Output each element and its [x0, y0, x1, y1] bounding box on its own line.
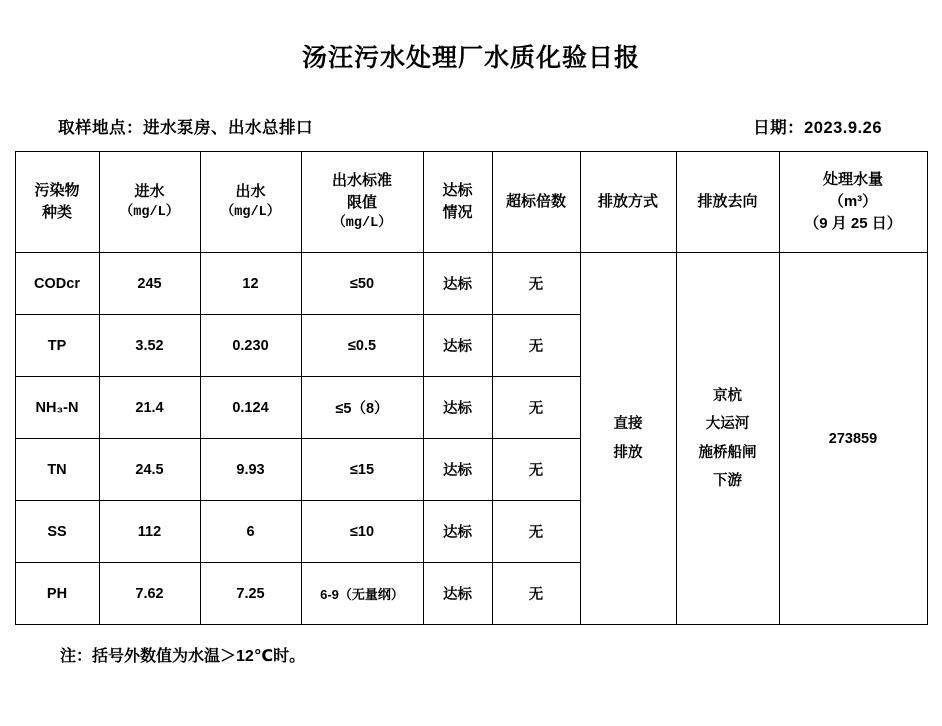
- header-compliance: [423, 152, 492, 253]
- header-influent: [99, 152, 200, 253]
- header-effluent-unit: （mg/L）: [220, 205, 281, 221]
- header-exceed: 超标倍数: [492, 152, 580, 253]
- cell-standard: 6-9（无量纲）: [301, 563, 423, 625]
- discharge-mode-line2: 排放: [613, 444, 643, 461]
- discharge-mode-line1: 直接: [613, 415, 643, 432]
- cell-discharge-destination: [676, 253, 779, 625]
- header-volume-line3: （9 月 25 日）: [804, 214, 902, 232]
- header-pollutant-line2: 种类: [41, 204, 72, 221]
- cell-influent: 245: [99, 253, 200, 315]
- cell-effluent: 7.25: [200, 563, 301, 625]
- header-pollutant: [15, 152, 99, 253]
- header-influent-unit: （mg/L）: [119, 205, 180, 221]
- header-standard: [301, 152, 423, 253]
- report-page: [0, 38, 942, 726]
- header-discharge-destination: 排放去向: [676, 152, 779, 253]
- cell-pollutant: NH₃-N: [15, 377, 99, 439]
- cell-exceed: 无: [492, 563, 580, 625]
- header-volume-line1: 处理水量: [822, 171, 883, 189]
- cell-pollutant: SS: [15, 501, 99, 563]
- cell-standard: ≤0.5: [301, 315, 423, 377]
- cell-pollutant: PH: [15, 563, 99, 625]
- cell-compliance: 达标: [423, 501, 492, 563]
- cell-exceed: 无: [492, 501, 580, 563]
- water-quality-table: [15, 151, 928, 625]
- discharge-dest-line2: 大运河: [705, 416, 750, 433]
- discharge-dest-line1: 京杭: [713, 387, 742, 404]
- header-compliance-line2: 情况: [442, 204, 473, 221]
- cell-compliance: 达标: [423, 315, 492, 377]
- header-pollutant-line1: 污染物: [34, 182, 80, 200]
- header-standard-line2: 限值: [346, 194, 377, 212]
- cell-influent: 7.62: [99, 563, 200, 625]
- cell-effluent: 6: [200, 501, 301, 563]
- cell-effluent: 0.230: [200, 315, 301, 377]
- cell-effluent: 0.124: [200, 377, 301, 439]
- cell-influent: 3.52: [99, 315, 200, 377]
- header-effluent: [200, 152, 301, 253]
- cell-standard: ≤50: [301, 253, 423, 315]
- header-discharge-mode: 排放方式: [580, 152, 676, 253]
- report-date: 日期：2023.9.26: [753, 119, 882, 137]
- footnote: 注：括号外数值为水温＞12℃时。: [60, 648, 306, 665]
- cell-compliance: 达标: [423, 253, 492, 315]
- cell-treated-volume: 273859: [779, 253, 927, 625]
- header-treated-volume: [779, 152, 927, 253]
- cell-pollutant: TP: [15, 315, 99, 377]
- cell-exceed: 无: [492, 439, 580, 501]
- cell-influent: 24.5: [99, 439, 200, 501]
- cell-compliance: 达标: [423, 439, 492, 501]
- cell-compliance: 达标: [423, 563, 492, 625]
- cell-effluent: 12: [200, 253, 301, 315]
- cell-exceed: 无: [492, 253, 580, 315]
- cell-pollutant: CODcr: [15, 253, 99, 315]
- header-volume-line2: （m³）: [828, 193, 878, 211]
- discharge-dest-line3: 施桥船闸: [698, 444, 757, 461]
- cell-standard: ≤10: [301, 501, 423, 563]
- header-standard-unit: （mg/L）: [332, 215, 392, 231]
- meta-row: [0, 114, 942, 138]
- discharge-dest-line4: 下游: [713, 472, 742, 489]
- cell-influent: 112: [99, 501, 200, 563]
- table-row: [15, 253, 927, 315]
- cell-standard: ≤15: [301, 439, 423, 501]
- header-influent-line1: 进水: [134, 183, 165, 201]
- cell-effluent: 9.93: [200, 439, 301, 501]
- cell-exceed: 无: [492, 377, 580, 439]
- table-header-row: [15, 152, 927, 253]
- cell-discharge-mode: [580, 253, 676, 625]
- cell-pollutant: TN: [15, 439, 99, 501]
- cell-standard: ≤5（8）: [301, 377, 423, 439]
- page-title: 汤汪污水处理厂水质化验日报: [301, 45, 640, 72]
- cell-influent: 21.4: [99, 377, 200, 439]
- header-standard-line1: 出水标准: [331, 172, 392, 190]
- cell-compliance: 达标: [423, 377, 492, 439]
- sampling-location: 取样地点：进水泵房、出水总排口: [58, 119, 313, 137]
- header-compliance-line1: 达标: [442, 182, 473, 200]
- header-effluent-line1: 出水: [235, 183, 266, 201]
- cell-exceed: 无: [492, 315, 580, 377]
